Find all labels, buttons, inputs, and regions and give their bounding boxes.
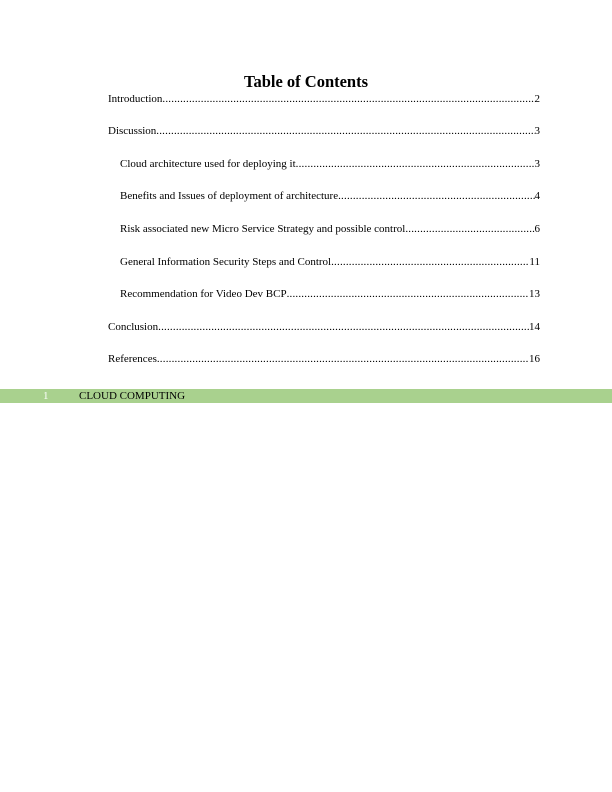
toc-leader-dots [331,256,529,269]
toc-entry-recommendation[interactable] [120,288,540,301]
toc-entry-page: 3 [534,158,540,170]
toc-leader-dots [296,158,535,171]
toc-entry-risk-micro-service[interactable] [120,223,540,236]
toc-entry-label: Recommendation for Video Dev BCP [120,288,287,300]
toc-entry-page: 4 [534,190,540,202]
toc-leader-dots [287,288,529,301]
toc-entry-label: Introduction [108,93,163,105]
toc-entry-label: References [108,353,157,365]
toc-entry-benefits-issues[interactable] [120,190,540,203]
toc-entry-page: 2 [534,93,540,105]
toc-entry-page: 3 [534,125,540,137]
toc-entry-introduction[interactable] [108,93,540,106]
toc-leader-dots [156,125,534,138]
toc-entry-cloud-architecture[interactable] [120,158,540,171]
running-header-bar [0,389,612,403]
header-page-number: 1 [43,390,49,402]
toc-leader-dots [405,223,534,236]
toc-entry-conclusion[interactable] [108,321,540,334]
toc-entry-page: 13 [529,288,540,300]
toc-leader-dots [158,321,529,334]
toc-entry-label: Discussion [108,125,157,137]
header-running-title: CLOUD COMPUTING [79,390,186,402]
toc-entry-label: Risk associated new Micro Service Strategy and possible control [120,223,406,235]
toc-entry-discussion[interactable] [108,125,540,138]
toc-entry-label: Conclusion [108,321,159,333]
toc-entry-page: 16 [529,353,540,365]
toc-leader-dots [338,190,534,203]
toc-entry-label: General Information Security Steps and Control [120,256,332,268]
toc-title: Table of Contents [243,72,369,91]
toc-entry-references[interactable] [108,353,540,366]
toc-entry-page: 11 [529,256,540,268]
toc-entry-page: 6 [534,223,540,235]
toc-leader-dots [162,93,534,106]
toc-entry-label: Cloud architecture used for deploying it [120,158,296,170]
toc-entry-label: Benefits and Issues of deployment of architecture [120,190,339,202]
toc-entry-page: 14 [529,321,540,333]
toc-leader-dots [157,353,529,366]
toc-entry-security-steps[interactable] [120,256,540,269]
